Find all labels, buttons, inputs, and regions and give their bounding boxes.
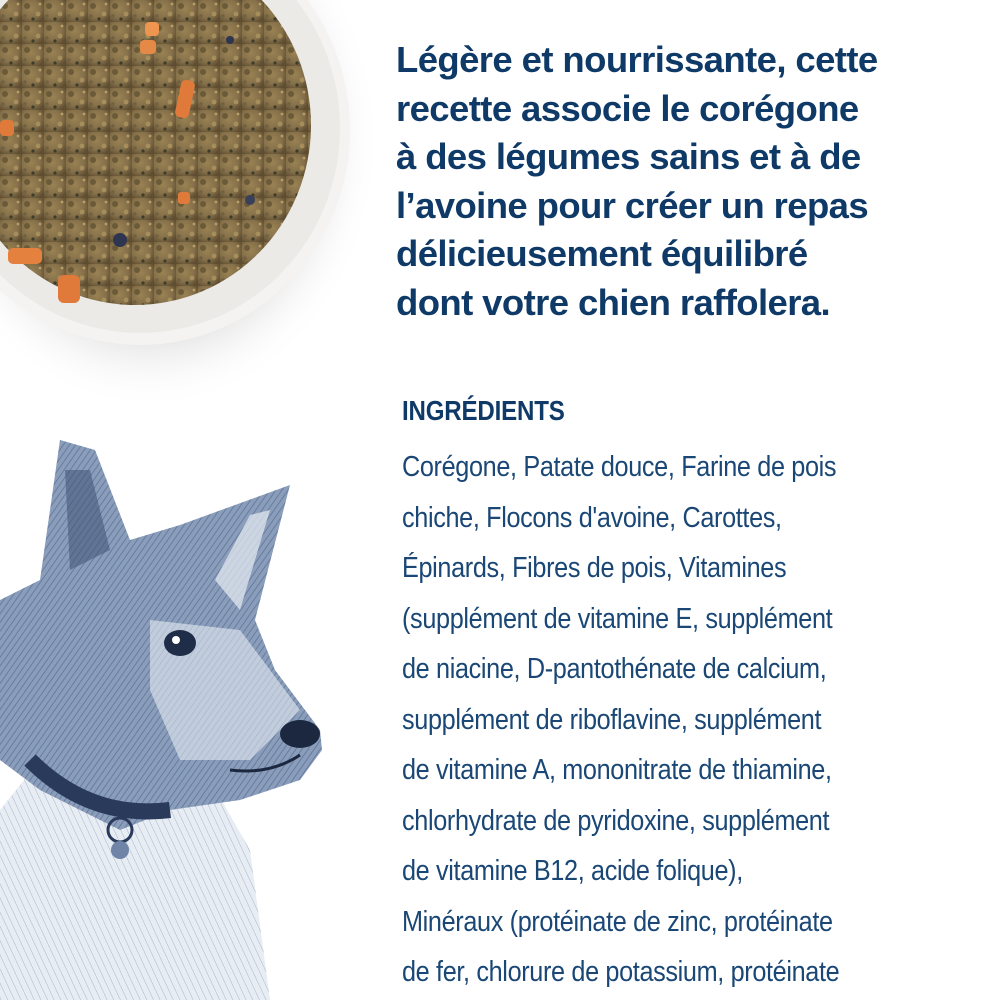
ingredients-line: de vitamine A, mononitrate de thiamine, [402, 754, 832, 786]
ingredients-line: Corégone, Patate douce, Farine de pois [402, 451, 837, 483]
dog-illustration [0, 430, 340, 1000]
ingredients-line: de vitamine B12, acide folique), [402, 855, 743, 887]
ingredients-line: Épinards, Fibres de pois, Vitamines [402, 552, 787, 584]
intro-line: à des légumes sains et à de [396, 136, 861, 177]
ingredients-line: chiche, Flocons d'avoine, Carottes, [402, 501, 782, 534]
food-bowl-image [0, 0, 380, 420]
ingredients-line: Minéraux (protéinate de zinc, protéinate [402, 905, 833, 938]
intro-line: Légère et nourrissante, cette [396, 39, 878, 80]
ingredients-line: (supplément de vitamine E, supplément [402, 602, 833, 635]
ingredients-heading: INGRÉDIENTS [402, 395, 565, 426]
ingredients-line: de fer, chlorure de potassium, protéinate [402, 956, 840, 988]
ingredients-line: chlorhydrate de pyridoxine, supplément [402, 804, 830, 837]
intro-line: recette associe le corégone [396, 87, 859, 129]
intro-line: l’avoine pour créer un repas [396, 184, 869, 226]
intro-line: délicieusement équilibré [396, 233, 808, 274]
ingredients-text [402, 442, 959, 998]
ingredients-line: supplément de riboflavine, supplément [402, 703, 822, 736]
ingredients-line: de niacine, D-pantothénate de calcium, [402, 653, 827, 685]
intro-line: dont votre chien raffolera. [396, 281, 831, 323]
intro-paragraph [396, 36, 986, 327]
